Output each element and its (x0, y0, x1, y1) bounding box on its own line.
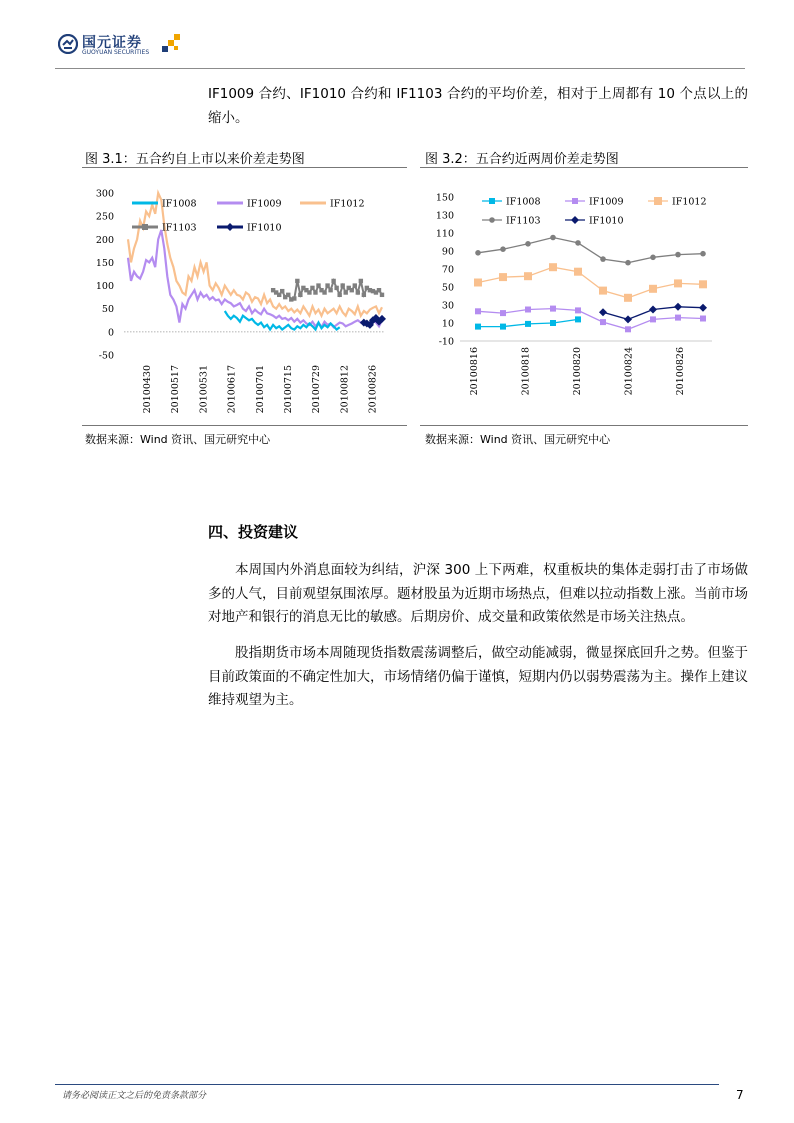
data-point-if1103 (328, 288, 332, 292)
figure2-top-rule (420, 167, 748, 168)
x-tick-label: 20100820 (572, 347, 583, 396)
y-tick-label: 110 (435, 228, 454, 240)
data-point-if1009 (650, 316, 656, 322)
figure2-source: 数据来源：Wind 资讯、国元研究中心 (425, 433, 611, 446)
y-tick-label: -10 (438, 336, 454, 348)
data-point-if1103 (550, 235, 556, 241)
legend-marker (489, 198, 495, 204)
legend-label: IF1103 (506, 215, 541, 227)
data-point-if1103 (286, 293, 290, 297)
data-point-if1103 (340, 283, 344, 287)
legend-label: IF1008 (506, 196, 541, 208)
data-point-if1008 (500, 324, 506, 330)
data-point-if1103 (334, 286, 338, 290)
data-point-if1012 (624, 294, 632, 302)
legend-marker (142, 224, 148, 230)
x-tick-label: 20100729 (311, 365, 323, 414)
legend-label: IF1012 (672, 196, 707, 208)
investment-paragraph-2: 股指期货市场本周随现货指数震荡调整后，做空动能减弱，微显探底回升之势。但鉴于目前政策面的不确定性加大，市场情绪仍偏于谨慎，短期内仍以弱势震荡为主。操作上建议维持观望为主。 (208, 645, 748, 708)
x-tick-label: 20100818 (520, 347, 532, 396)
series-line-if1012 (478, 267, 703, 298)
logo-chinese-name: 国元证券 (82, 35, 142, 51)
data-point-if1103 (331, 279, 335, 283)
data-point-if1103 (298, 293, 302, 297)
x-tick-label: 20100826 (675, 347, 686, 396)
y-tick-label: 300 (95, 188, 114, 200)
figure1-source: 数据来源：Wind 资讯、国元研究中心 (85, 433, 271, 446)
y-tick-label: 0 (107, 327, 114, 339)
data-point-if1103 (295, 279, 299, 283)
x-tick-label: 20100715 (283, 365, 294, 414)
data-point-if1103 (316, 283, 320, 287)
data-point-if1103 (359, 279, 363, 283)
data-point-if1103 (350, 288, 354, 292)
logo-squares-icon (160, 34, 184, 54)
data-point-if1010 (649, 306, 657, 314)
data-point-if1012 (674, 279, 682, 287)
data-point-if1012 (599, 287, 607, 295)
data-point-if1103 (650, 255, 656, 261)
data-point-if1103 (325, 283, 329, 287)
data-point-if1103 (337, 293, 341, 297)
header-rule (55, 68, 745, 69)
x-tick-label: 20100617 (226, 365, 238, 414)
x-tick-label: 20100824 (623, 347, 635, 396)
figure1-bottom-rule (82, 425, 407, 426)
section-heading: 四、投资建议 (208, 523, 299, 541)
y-tick-label: 70 (441, 264, 454, 276)
data-point-if1009 (625, 326, 631, 332)
data-point-if1010 (599, 308, 607, 316)
series-line-if1103 (478, 238, 703, 263)
data-point-if1103 (377, 288, 381, 292)
x-tick-label: 20100531 (198, 365, 210, 414)
y-tick-label: 130 (435, 210, 454, 222)
legend-marker (571, 216, 579, 224)
x-tick-label: 20100701 (254, 365, 266, 414)
intro-paragraph: IF1009 合约、IF1010 合约和 IF1103 合约的平均价差，相对于上周都有 10 个点以上的缩小。 (208, 86, 748, 126)
x-tick-label: 20100517 (170, 365, 182, 414)
legend-label: IF1103 (162, 222, 197, 234)
data-point-if1010 (674, 303, 682, 311)
y-tick-label: 250 (95, 211, 114, 223)
data-point-if1103 (313, 290, 317, 294)
x-tick-label: 20100826 (367, 365, 379, 414)
data-point-if1103 (344, 290, 348, 294)
data-point-if1103 (310, 286, 314, 290)
data-point-if1103 (500, 246, 506, 252)
y-tick-label: 10 (441, 318, 454, 330)
legend-marker (489, 217, 495, 223)
legend-label: IF1012 (330, 198, 365, 210)
data-point-if1009 (700, 316, 706, 322)
data-point-if1009 (600, 319, 606, 325)
data-point-if1103 (356, 290, 360, 294)
y-tick-label: 30 (441, 300, 454, 312)
data-point-if1103 (600, 256, 606, 262)
data-point-if1009 (675, 315, 681, 321)
data-point-if1103 (675, 252, 681, 258)
data-point-if1012 (574, 268, 582, 276)
investment-paragraph-1: 本周国内外消息面较为纠结，沪深 300 上下两难，权重板块的集体走弱打击了市场做多的人气，目前观望氛围浓厚。题材股虽为近期市场热点，但难以拉动指数上涨。当前市场对地产和银行的消息无比的敏感。后期房价、成交量和政策依然是市场关注热点。 (208, 562, 748, 625)
data-point-if1008 (525, 321, 531, 327)
y-tick-label: 100 (95, 281, 114, 293)
chart-five-contracts-since-listing (82, 170, 407, 425)
data-point-if1012 (474, 279, 482, 287)
footer-disclaimer: 请务必阅读正文之后的免责条款部分 (62, 1091, 207, 1101)
legend-label: IF1010 (247, 222, 282, 234)
legend-marker (572, 198, 578, 204)
data-point-if1103 (380, 293, 384, 297)
figure1-caption: 图 3.1：五合约自上市以来价差走势图 (85, 152, 305, 167)
data-point-if1009 (475, 308, 481, 314)
y-tick-label: -50 (98, 350, 114, 362)
company-logo (58, 32, 183, 58)
legend-marker (654, 197, 662, 205)
data-point-if1009 (525, 307, 531, 313)
data-point-if1103 (700, 251, 706, 257)
x-tick-label: 20100430 (142, 365, 153, 414)
data-point-if1103 (292, 296, 296, 300)
y-tick-label: 150 (95, 257, 114, 269)
data-point-if1103 (362, 293, 366, 297)
data-point-if1009 (500, 310, 506, 316)
data-point-if1012 (499, 273, 507, 281)
data-point-if1103 (280, 289, 284, 293)
chart-five-contracts-two-weeks (420, 170, 748, 425)
data-point-if1009 (575, 307, 581, 313)
logo-english-name: GUOYUAN SECURITIES (82, 49, 150, 56)
y-tick-label: 50 (101, 304, 114, 316)
y-tick-label: 50 (441, 282, 454, 294)
data-point-if1008 (475, 324, 481, 330)
y-tick-label: 90 (441, 246, 454, 258)
data-point-if1103 (475, 250, 481, 256)
data-point-if1103 (353, 283, 357, 287)
legend-label: IF1009 (247, 198, 282, 210)
figure2-bottom-rule (420, 425, 748, 426)
data-point-if1012 (549, 263, 557, 271)
footer-rule (55, 1084, 719, 1085)
page-number: 7 (736, 1088, 744, 1102)
data-point-if1010 (699, 304, 707, 312)
data-point-if1009 (550, 306, 556, 312)
legend-label: IF1008 (162, 198, 197, 210)
legend-label: IF1009 (589, 196, 624, 208)
x-tick-label: 20100816 (469, 347, 480, 396)
data-point-if1103 (322, 290, 326, 294)
series-line-if1012 (128, 193, 382, 316)
data-point-if1103 (575, 240, 581, 246)
figure2-caption: 图 3.2：五合约近两周价差走势图 (425, 152, 619, 167)
y-tick-label: 150 (435, 192, 454, 204)
data-point-if1008 (575, 316, 581, 322)
data-point-if1012 (699, 280, 707, 288)
data-point-if1012 (649, 285, 657, 293)
data-point-if1103 (525, 241, 531, 247)
data-point-if1008 (550, 320, 556, 326)
guoyuan-logo-icon (58, 34, 78, 54)
legend-marker (226, 223, 234, 231)
y-tick-label: 200 (95, 234, 114, 246)
legend-label: IF1010 (589, 215, 624, 227)
data-point-if1103 (307, 290, 311, 294)
data-point-if1010 (624, 315, 632, 323)
data-point-if1103 (625, 260, 631, 266)
data-point-if1012 (524, 272, 532, 280)
x-tick-label: 20100812 (339, 365, 351, 414)
figure1-top-rule (82, 167, 407, 168)
